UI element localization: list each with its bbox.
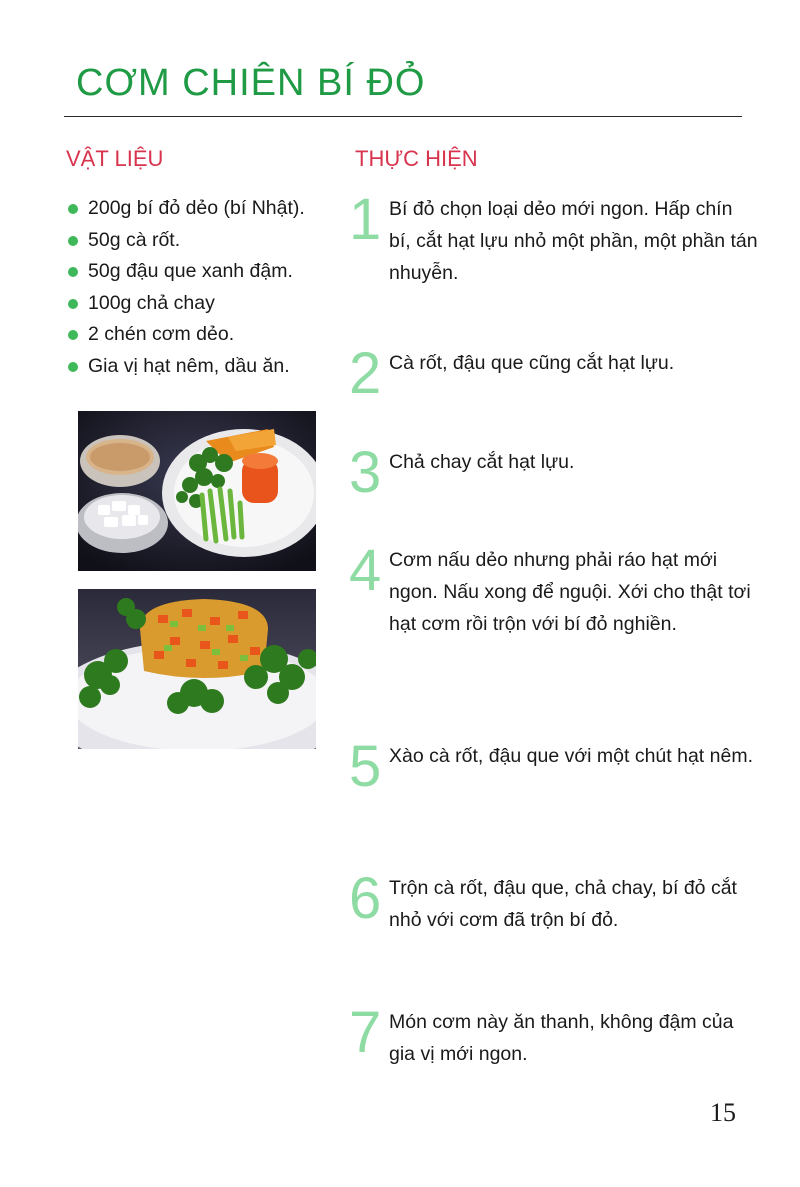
method-heading: THỰC HIỆN — [355, 146, 478, 171]
step-text: Chả chay cắt hạt lựu. — [389, 451, 575, 473]
bullet-icon — [68, 236, 78, 246]
step-text: Món cơm này ăn thanh, không đậm của gia vị mới ngon. — [389, 1011, 734, 1065]
bullet-icon — [68, 362, 78, 372]
step-text: Trộn cà rốt, đậu que, chả chay, bí đỏ cắt nhỏ với cơm đã trộn bí đỏ. — [389, 877, 737, 931]
ingredient-item: 50g cà rốt. — [66, 227, 305, 259]
bullet-icon — [68, 204, 78, 214]
ingredient-item: Gia vị hạt nêm, dầu ăn. — [66, 353, 305, 385]
page-title: CƠM CHIÊN BÍ ĐỎ — [76, 62, 426, 104]
step-number: 6 — [349, 866, 382, 931]
photo-ingredients-plate — [78, 411, 316, 571]
step-number: 3 — [349, 440, 382, 505]
ingredient-list — [66, 195, 305, 384]
step-number: 7 — [349, 1000, 382, 1065]
step-text: Xào cà rốt, đậu que với một chút hạt nêm. — [389, 745, 753, 767]
ingredient-item: 2 chén cơm dẻo. — [66, 321, 305, 353]
ingredient-item: 100g chả chay — [66, 290, 305, 322]
step-text: Bí đỏ chọn loại dẻo mới ngon. Hấp chín bí, cắt hạt lựu nhỏ một phần, một phần tán nhuyễn. — [389, 198, 758, 284]
page-number: 15 — [710, 1098, 736, 1127]
ingredient-item: 200g bí đỏ dẻo (bí Nhật). — [66, 195, 305, 227]
bullet-icon — [68, 299, 78, 309]
bullet-icon — [68, 330, 78, 340]
step-text: Cà rốt, đậu que cũng cắt hạt lựu. — [389, 352, 675, 374]
step-number: 2 — [349, 341, 382, 406]
photo-fried-rice-dish — [78, 589, 316, 749]
ingredients-heading: VẬT LIỆU — [66, 146, 164, 171]
step-text: Cơm nấu dẻo nhưng phải ráo hạt mới ngon. Nấu xong để nguội. Xới cho thật tơi hạt cơm rồi trộn với bí đỏ nghiền. — [389, 549, 751, 635]
bullet-icon — [68, 267, 78, 277]
step-number: 4 — [349, 538, 382, 603]
title-divider — [64, 116, 742, 117]
step-number: 5 — [349, 734, 382, 799]
step-number: 1 — [349, 187, 382, 252]
ingredient-item: 50g đậu que xanh đậm. — [66, 258, 305, 290]
